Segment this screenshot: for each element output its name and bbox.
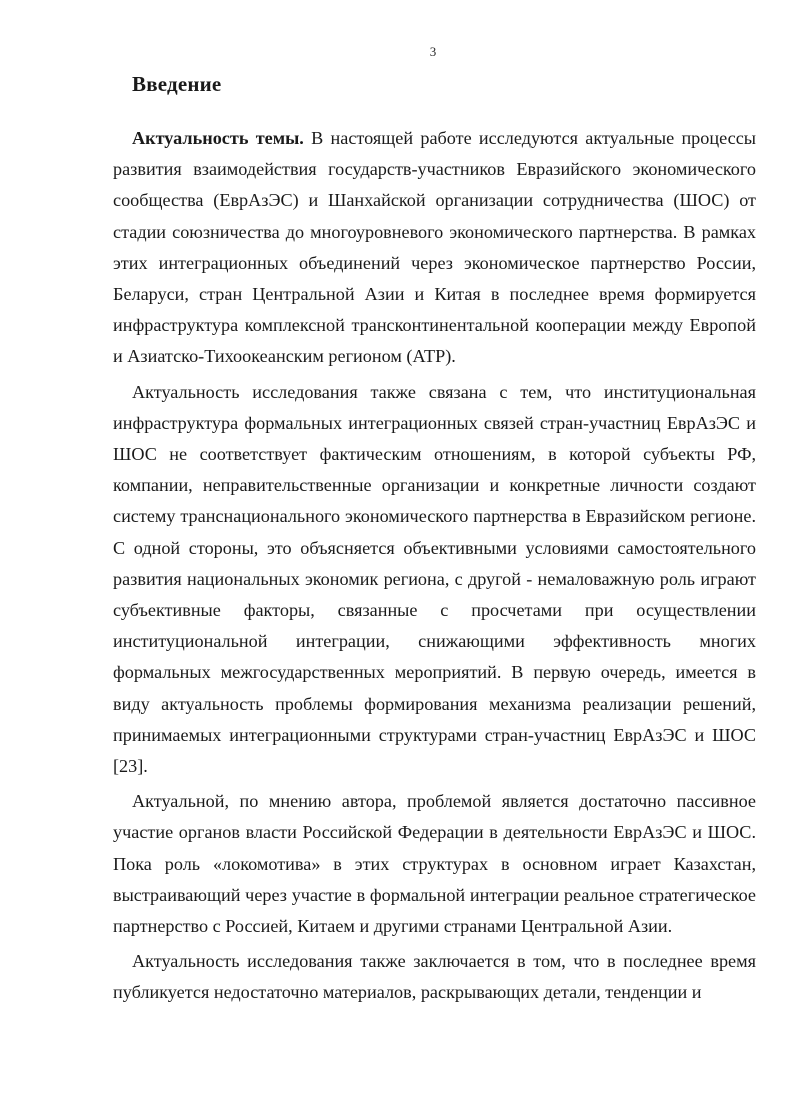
paragraph-2: Актуальность исследования также связана с тем, что институциональная инфраструктура формальных интеграционных связей стран-участниц ЕврАзЭС и ШОС не соответствует фактическим отношениям, в которой субъекты РФ, компании, неправительственные организации и конкретные личности создают систему транснационального экономического партнерства в Евразийском регионе. С одной стороны, это объясняется объективными условиями самостоятельного развития национальных экономик региона, с другой - немаловажную роль играют субъективные факторы, связанные с просчетами при осуществлении институциональной интеграции, снижающими эффективность многих формальных межгосударственных мероприятий. В первую очередь, имеется в виду актуальность проблемы формирования механизма реализации решений, принимаемых интеграционными структурами стран-участниц ЕврАзЭС и ШОС [23]. [113,381,756,777]
page-number: 3 [429,44,437,59]
paragraph-4: Актуальность исследования также заключается в том, что в последнее время публикуется недостаточно материалов, раскрывающих детали, тенденции и [113,951,756,1003]
paragraph-lead: Актуальность темы. [132,128,304,148]
paragraph-text: В настоящей работе исследуются актуальные процессы развития взаимодействия государств-участников Евразийского экономического сообщества (ЕврАзЭС) и Шанхайской организации сотрудничества (ШОС) от стадии союзничества до многоуровневого экономического партнерства. В рамках этих интеграционных объединений через экономическое партнерство России, Беларуси, стран Центральной Азии и Китая в последнее время формируется инфраструктура комплексной трансконтинентальной кооперации между Европой и Азиатско-Тихоокеанским регионом (АТР). [113,128,756,367]
paragraph-1 [113,123,756,373]
body-text [113,123,756,1009]
paragraph-3: Актуальной, по мнению автора, проблемой является достаточно пассивное участие органов власти Российской Федерации в деятельности ЕврАзЭС и ШОС. Пока роль «локомотива» в этих структурах в основном играет Казахстан, выстраивающий через участие в формальной интеграции реальное стратегическое партнерство с Россией, Китаем и другими странами Центральной Азии. [113,791,756,937]
section-heading: Введение [132,72,222,96]
